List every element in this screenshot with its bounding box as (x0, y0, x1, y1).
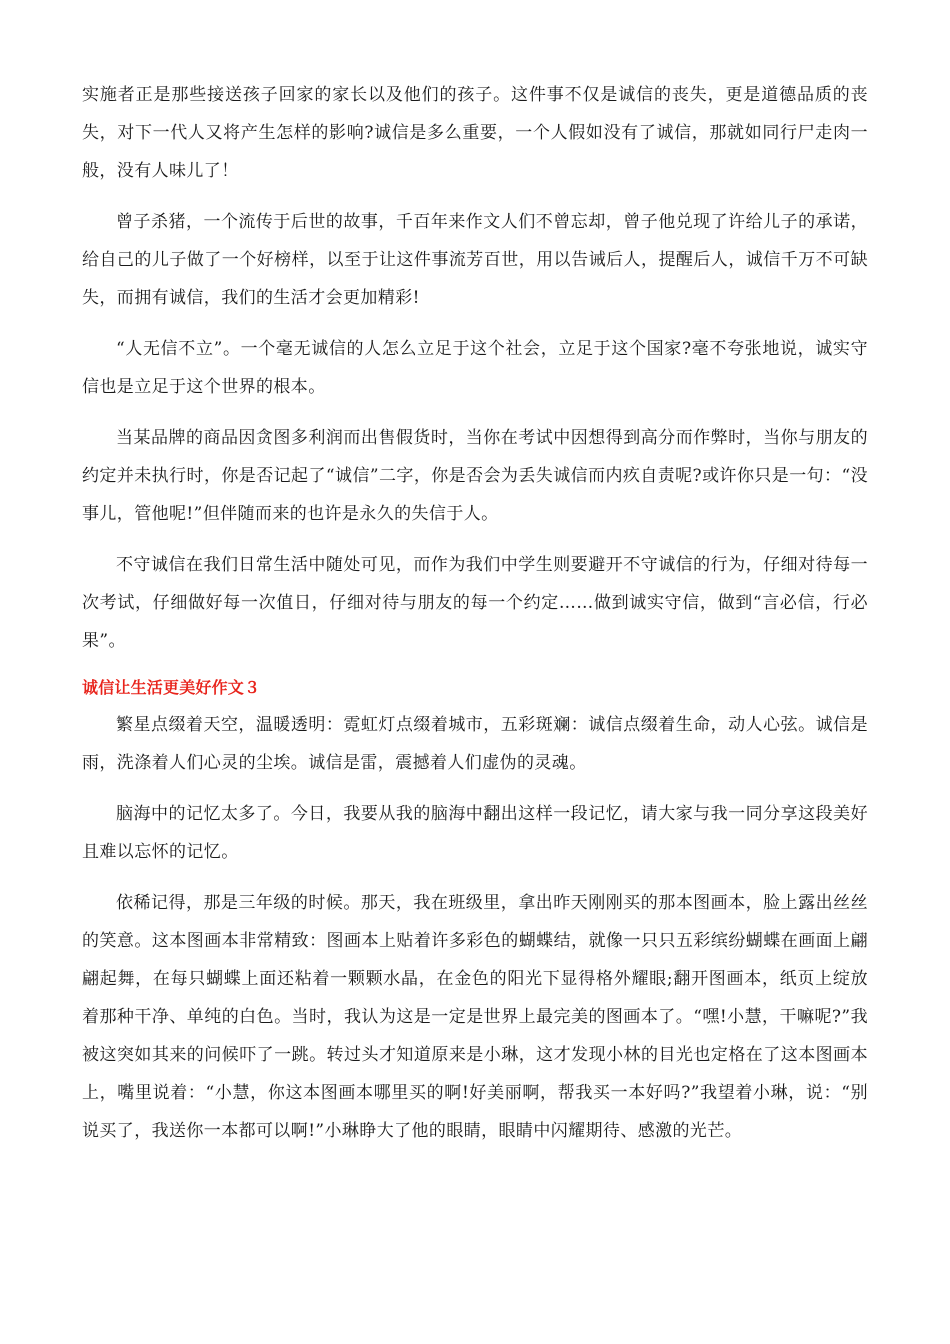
document-body (82, 76, 868, 1163)
paragraph-zengzi: 曾子杀猪，一个流传于后世的故事，千百年来作文人们不曾忘却，曾子他兑现了许给儿子的承诺，给自己的儿子做了一个好榜样，以至于让这件事流芳百世，用以告诫后人，提醒后人，诚信千万不可缺失，而拥有诚信，我们的生活才会更加精彩! (82, 212, 868, 308)
paragraph-memory: 脑海中的记忆太多了。今日，我要从我的脑海中翻出这样一段记忆，请大家与我一同分享这段美好且难以忘怀的记忆。 (82, 804, 868, 862)
paragraph-student: 不守诚信在我们日常生活中随处可见，而作为我们中学生则要避开不守诚信的行为，仔细对待每一次考试，仔细做好每一次值日，仔细对待与朋友的每一个约定……做到诚实守信，做到“言必信，行必果”。 (82, 555, 868, 651)
section-title: 诚信让生活更美好作文３ (82, 678, 261, 697)
paragraph-recollection: 依稀记得，那是三年级的时候。那天，我在班级里，拿出昨天刚刚买的那本图画本，脸上露出丝丝的笑意。这本图画本非常精致：图画本上贴着许多彩色的蝴蝶结，就像一只只五彩缤纷蝴蝶在画面上翩翩起舞，在每只蝴蝶上面还粘着一颗颗水晶，在金色的阳光下显得格外耀眼;翻开图画本，纸页上绽放着那种干净、单纯的白色。当时，我认为这是一定是世界上最完美的图画本了。“嘿!小慧，干嘛呢?”我被这突如其来的问候吓了一跳。转过头才知道原来是小琳，这才发现小林的目光也定格在了这本图画本上，嘴里说着：“小慧，你这本图画本哪里买的啊!好美丽啊，帮我买一本好吗?”我望着小琳，说：“别说买了，我送你一本都可以啊!”小琳睁大了他的眼睛，眼睛中闪耀期待、感激的光芒。 (82, 893, 868, 1141)
paragraph-renwuxin: “人无信不立”。一个毫无诚信的人怎么立足于这个社会，立足于这个国家?毫不夸张地说，诚实守信也是立足于这个世界的根本。 (82, 339, 868, 397)
paragraph-stars: 繁星点缀着天空，温暖透明：霓虹灯点缀着城市，五彩斑斓：诚信点缀着生命，动人心弦。诚信是雨，洗涤着人们心灵的尘埃。诚信是雷，震撼着人们虚伪的灵魂。 (82, 715, 868, 773)
paragraph-brand: 当某品牌的商品因贪图多利润而出售假货时，当你在考试中因想得到高分而作弊时，当你与朋友的约定并未执行时，你是否记起了“诚信”二字，你是否会为丢失诚信而内疚自责呢?或许你只是一句：“没事儿，管他呢!”但伴随而来的也许是永久的失信于人。 (82, 428, 868, 524)
paragraph-continuation: 实施者正是那些接送孩子回家的家长以及他们的孩子。这件事不仅是诚信的丧失，更是道德品质的丧失，对下一代人又将产生怎样的影响?诚信是多么重要，一个人假如没有了诚信，那就如同行尸走肉一般，没有人味儿了！ (82, 85, 868, 181)
